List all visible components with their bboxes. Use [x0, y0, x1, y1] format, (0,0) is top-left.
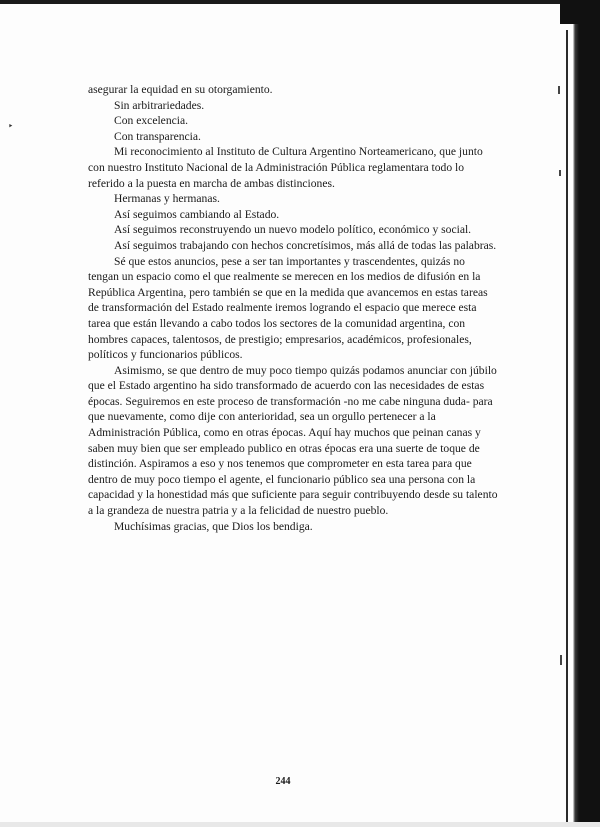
- margin-mark: [559, 170, 561, 176]
- margin-mark: [558, 86, 560, 94]
- document-body: [88, 82, 498, 534]
- scan-bottom-edge: [0, 822, 600, 827]
- paragraph: Mi reconocimiento al Instituto de Cultura Argentino Norteamericano, que junto con nuestro Instituto Nacional de la Administración Pública reglamentara todo lo referido a la puesta en marcha de ambas distinciones.: [88, 145, 483, 190]
- margin-mark: [560, 655, 562, 665]
- scan-corner-shadow: [560, 0, 600, 24]
- scan-right-edge: [573, 0, 600, 827]
- paragraph: Con excelencia.: [114, 114, 189, 128]
- paragraph: Así seguimos reconstruyendo un nuevo modelo político, económico y social.: [114, 223, 472, 237]
- scan-top-edge: [0, 0, 600, 4]
- paragraph: Asimismo, se que dentro de muy poco tiempo quizás podamos anunciar con júbilo que el Estado argentino ha sido transformado de acuerdo con las necesidades de estas épocas. Seguiremos en este proceso de transformación -no me cabe ninguna duda- para que nuevamente, como dije con anterioridad, sea un orgullo pertenecer a la Administración Pública, como en otras épocas. Aquí hay muchos que peinan canas y saben muy bien que ser empleado publico en otras épocas era una suerte de toque de distinción. Aspiramos a eso y nos tenemos que comprometer en esta tarea para que dentro de muy poco tiempo el agente, el funcionario público sea una persona con la capacidad y la honestidad más que suficiente para seguir contribuyendo desde su talento a la grandeza de nuestra patria y a la felicidad de nuestro pueblo.: [88, 363, 498, 518]
- paragraph: asegurar la equidad en su otorgamiento.: [88, 83, 273, 96]
- page-number: 244: [275, 776, 291, 787]
- paragraph: Hermanas y hermanas.: [114, 192, 220, 206]
- paragraph: Sé que estos anuncios, pese a ser tan importantes y trascendentes, quizás no tengan un espacio como el que realmente se merecen en los medios de difusión en la República Argentina, pero también se que en la medida que avancemos en estas tareas de transformación del Estado realmente iremos logrando el espacio que merece esta tarea que están llevando a cabo todos los sectores de la comunidad argentina, con hombres capaces, talentosos, de prestigio; empresarios, académicos, profesionales, políticos y funcionarios públicos.: [88, 254, 488, 362]
- paragraph: Con transparencia.: [114, 129, 201, 143]
- paragraph: Así seguimos trabajando con hechos concretísimos, más allá de todas las palabras.: [114, 238, 497, 252]
- paragraph: Muchísimas gracias, que Dios los bendiga.: [114, 519, 313, 533]
- paragraph: Así seguimos cambiando al Estado.: [114, 207, 280, 221]
- paragraph: Sin arbitrariedades.: [114, 98, 205, 112]
- margin-mark: ‣: [8, 122, 14, 132]
- page-edge-line: [566, 30, 568, 827]
